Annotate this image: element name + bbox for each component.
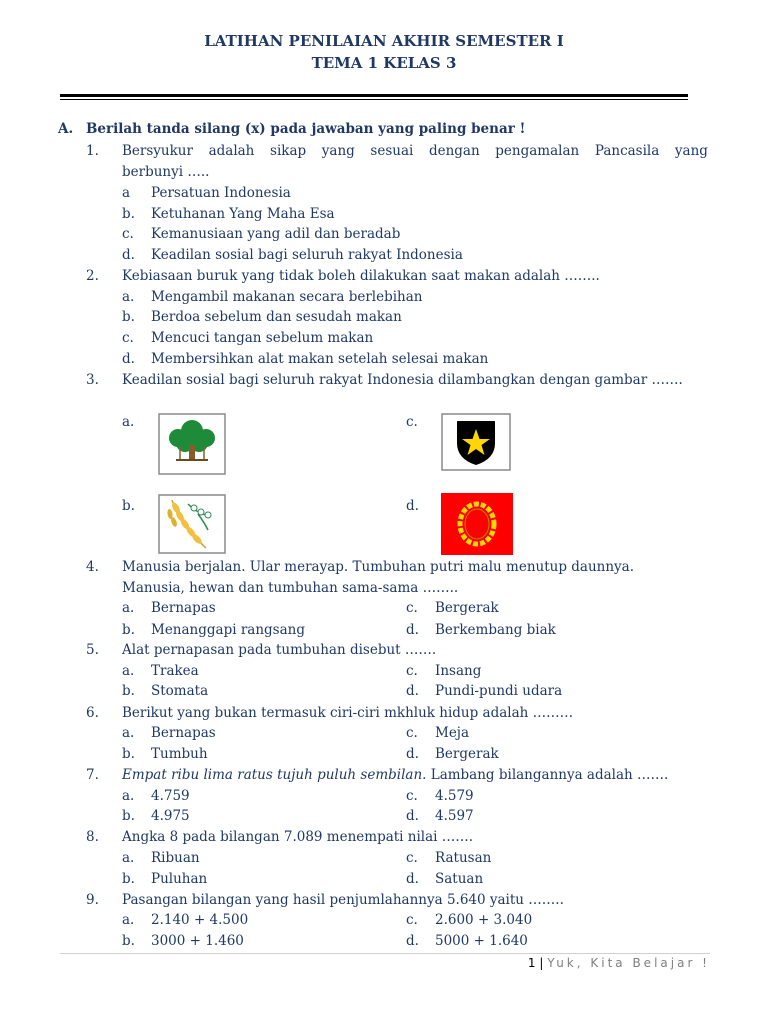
option-label: a. [122, 600, 135, 616]
word: sikap [270, 143, 307, 159]
option-label: a. [122, 725, 135, 741]
option-label: d. [406, 683, 419, 699]
option-text[interactable]: 5000 + 1.640 [435, 933, 528, 949]
question-text: Angka 8 pada bilangan 7.089 menempati nilai ……. [122, 829, 474, 845]
option-text[interactable]: Satuan [435, 871, 484, 887]
option-text[interactable]: Pundi-pundi udara [435, 683, 563, 699]
option-label: b. [122, 933, 135, 949]
page-subtitle: TEMA 1 KELAS 3 [311, 54, 457, 72]
page-number: 1 [527, 956, 536, 970]
question-text-rest: Lambang bilangannya adalah ……. [426, 767, 669, 783]
option-label: d. [406, 746, 419, 762]
option-label: b. [122, 622, 135, 638]
header-rule-thin [60, 99, 688, 100]
option-text[interactable]: Stomata [151, 683, 209, 699]
word: yang [674, 143, 708, 159]
option-text[interactable]: 4.597 [435, 808, 474, 824]
option-text[interactable]: Mengambil makanan secara berlebihan [151, 289, 423, 305]
option-text[interactable]: Berkembang biak [435, 622, 556, 638]
question-number: 5. [86, 642, 99, 658]
option-text[interactable]: 2.140 + 4.500 [151, 912, 249, 928]
option-label: b. [122, 746, 135, 762]
word: pengamalan [495, 143, 580, 159]
option-label: d. [406, 808, 419, 824]
option-label: a. [122, 289, 135, 305]
option-text[interactable]: Bernapas [151, 600, 216, 616]
option-label: a. [122, 788, 135, 804]
option-text[interactable]: Menanggapi rangsang [151, 622, 305, 638]
option-label: d. [406, 498, 419, 514]
chain-icon[interactable] [441, 493, 513, 559]
option-text[interactable]: Persatuan Indonesia [151, 185, 291, 201]
option-label: c. [406, 600, 418, 616]
option-label: a. [122, 414, 135, 430]
option-label: d. [406, 871, 419, 887]
option-label: d. [406, 622, 419, 638]
option-text[interactable]: Ketuhanan Yang Maha Esa [151, 206, 335, 222]
option-text[interactable]: Meja [435, 725, 470, 741]
option-label: d. [406, 933, 419, 949]
footer-text: Yuk, Kita Belajar ! [547, 956, 710, 970]
option-label: a. [122, 912, 135, 928]
footer-separator: | [539, 956, 544, 970]
option-text[interactable]: Ratusan [435, 850, 492, 866]
question-text: Berikut yang bukan termasuk ciri-ciri mkhluk hidup adalah ……… [122, 705, 574, 721]
option-label: c. [122, 330, 134, 346]
option-label: d. [122, 351, 135, 367]
option-text[interactable]: 4.579 [435, 788, 474, 804]
option-label: a [122, 185, 131, 201]
section-label: A. [58, 121, 74, 137]
question-number: 4. [86, 559, 99, 575]
question-number: 8. [86, 829, 99, 845]
question-text: Pasangan bilangan yang hasil penjumlahannya 5.640 yaitu …….. [122, 892, 564, 908]
question-number: 7. [86, 767, 99, 783]
option-label: c. [122, 226, 134, 242]
option-label: c. [406, 788, 418, 804]
question-text-cont: berbunyi ….. [122, 164, 210, 180]
section-heading [58, 121, 525, 137]
option-text[interactable]: Tumbuh [151, 746, 208, 762]
question-number: 6. [86, 705, 99, 721]
option-text[interactable]: 4.759 [151, 788, 190, 804]
rice-cotton-icon[interactable] [158, 494, 226, 558]
page-footer [528, 956, 710, 970]
option-label: c. [406, 663, 418, 679]
option-text[interactable]: Insang [435, 663, 482, 679]
word: Bersyukur [122, 143, 193, 159]
question-text: Keadilan sosial bagi seluruh rakyat Indonesia dilambangkan dengan gambar ……. [122, 372, 683, 388]
option-text[interactable]: Berdoa sebelum dan sesudah makan [151, 309, 402, 325]
word: adalah [208, 143, 255, 159]
option-label: b. [122, 309, 135, 325]
section-instruction: Berilah tanda silang (x) pada jawaban yang paling benar ! [86, 121, 526, 137]
banyan-tree-icon[interactable] [158, 413, 226, 479]
option-text[interactable]: Keadilan sosial bagi seluruh rakyat Indonesia [151, 247, 463, 263]
word: Pancasila [594, 143, 660, 159]
footer-rule [60, 953, 710, 954]
option-text[interactable]: 4.975 [151, 808, 190, 824]
question-text [122, 766, 668, 784]
question-number: 1. [86, 143, 99, 159]
option-label: c. [406, 414, 418, 430]
question-number: 3. [86, 372, 99, 388]
option-text[interactable]: 3000 + 1.460 [151, 933, 244, 949]
option-text[interactable]: Bergerak [435, 600, 499, 616]
question-text: Alat pernapasan pada tumbuhan disebut ……. [122, 642, 437, 658]
option-label: d. [122, 247, 135, 263]
option-label: a. [122, 850, 135, 866]
option-label: c. [406, 912, 418, 928]
option-label: b. [122, 683, 135, 699]
option-text[interactable]: Trakea [151, 663, 199, 679]
question-text: Manusia berjalan. Ular merayap. Tumbuhan putri malu menutup daunnya. [122, 559, 635, 575]
star-shield-icon[interactable] [441, 413, 511, 475]
question-text-cont: Manusia, hewan dan tumbuhan sama-sama …….. [122, 580, 459, 596]
option-text[interactable]: Mencuci tangan sebelum makan [151, 330, 374, 346]
option-text[interactable]: Puluhan [151, 871, 208, 887]
option-label: a. [122, 663, 135, 679]
option-label: c. [406, 725, 418, 741]
word: yang [321, 143, 355, 159]
header-rule-thick [60, 94, 688, 97]
option-label: b. [122, 808, 135, 824]
option-text[interactable]: Kemanusiaan yang adil dan beradab [151, 226, 401, 242]
question-text [122, 142, 708, 160]
question-number: 2. [86, 268, 99, 284]
option-text[interactable]: Membersihkan alat makan setelah selesai makan [151, 351, 489, 367]
word: sesuai [370, 143, 414, 159]
question-text-italic: Empat ribu lima ratus tujuh puluh sembilan. [122, 767, 427, 783]
option-text[interactable]: Bernapas [151, 725, 216, 741]
option-label: b. [122, 871, 135, 887]
option-label: b. [122, 498, 135, 514]
option-text[interactable]: Ribuan [151, 850, 200, 866]
word: dengan [428, 143, 480, 159]
question-text: Kebiasaan buruk yang tidak boleh dilakukan saat makan adalah …….. [122, 268, 600, 284]
option-label: c. [406, 850, 418, 866]
option-label: b. [122, 206, 135, 222]
question-number: 9. [86, 892, 99, 908]
option-text[interactable]: Bergerak [435, 746, 499, 762]
option-text[interactable]: 2.600 + 3.040 [435, 912, 533, 928]
page-title: LATIHAN PENILAIAN AKHIR SEMESTER I [204, 32, 564, 50]
